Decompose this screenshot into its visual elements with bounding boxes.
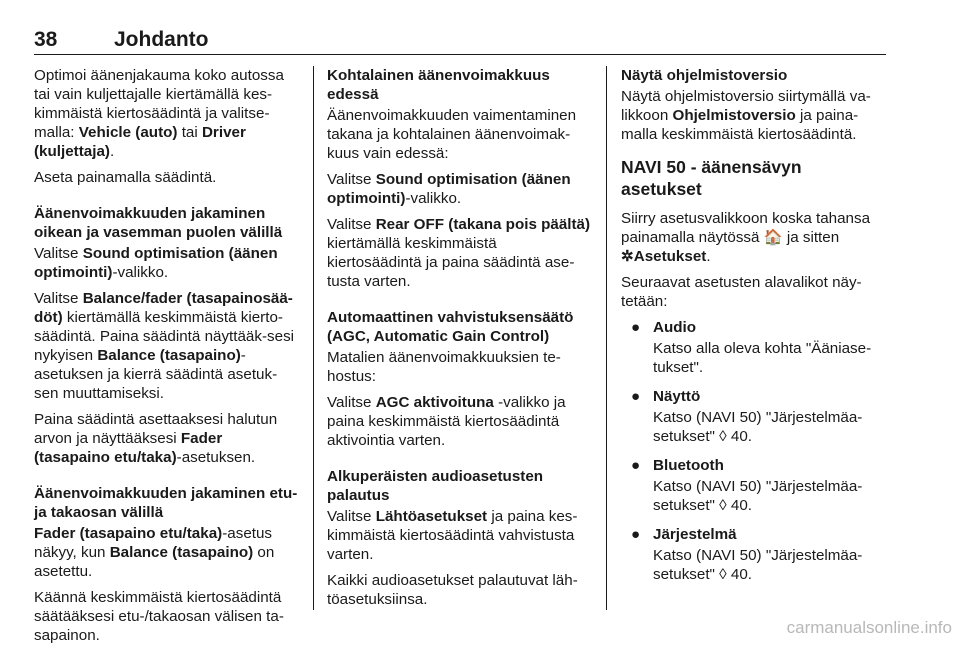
list-item-text: Katso (NAVI 50) "Järjestelmäa-setukset" ◊ 40.	[653, 478, 863, 514]
paragraph: Näytä ohjelmistoversio siirtymällä va-likkoon Ohjelmistoversio ja paina-malla keskimmäistä kiertosäädintä.	[621, 88, 871, 143]
paragraph: Käännä keskimmäistä kiertosäädintä säätääksesi etu-/takaosan välisen ta-sapainon.	[34, 589, 284, 644]
bullet-icon: ●	[631, 526, 641, 543]
column-divider	[606, 66, 607, 610]
bullet-icon: ●	[631, 457, 641, 474]
paragraph: Kaikki audioasetukset palautuvat läh-töasetuksiinsa.	[327, 572, 578, 608]
section-heading: Äänenvoimakkuuden jakaminen oikean ja vasemman puolen välillä	[34, 205, 283, 241]
gear-icon: ✲	[621, 248, 634, 265]
section-heading: Automaattinen vahvistuksensäätö (AGC, Automatic Gain Control)	[327, 309, 574, 345]
paragraph: Siirry asetusvalikkoon koska tahansa painamalla näytössä 🏠 ja sitten ✲Asetukset.	[621, 210, 871, 265]
list-item	[621, 318, 887, 377]
bullet-icon: ●	[631, 388, 641, 405]
page-number: 38	[34, 28, 58, 51]
bullet-icon: ●	[631, 319, 641, 336]
column-3	[621, 66, 887, 594]
list-item-text: Katso (NAVI 50) "Järjestelmäa-setukset" ◊ 40.	[653, 547, 863, 583]
watermark: carmanualsonline.info	[786, 618, 952, 637]
column-divider	[313, 66, 314, 610]
paragraph: Optimoi äänenjakauma koko autossa tai vain kuljettajalle kiertämällä kes-kimmäistä kiertosäädintä ja valitse-malla: Vehicle (auto) tai Driver (kuljettaja).	[34, 67, 284, 160]
list-item-title: Audio	[653, 319, 697, 336]
column-2	[327, 66, 591, 616]
section-heading: Näytä ohjelmistoversio	[621, 67, 788, 84]
page-header	[34, 28, 886, 55]
paragraph: Fader (tasapaino etu/taka)-asetus näkyy, kun Balance (tasapaino) on asetettu.	[34, 525, 275, 580]
list-item	[621, 456, 887, 515]
section-heading: Äänenvoimakkuuden jakaminen etu- ja takaosan välillä	[34, 485, 298, 521]
paragraph: Valitse Lähtöasetukset ja paina kes-kimmäistä kiertosäädintä vahvistusta varten.	[327, 508, 578, 563]
section-title: NAVI 50 - äänensävyn asetukset	[621, 157, 802, 199]
column-1	[34, 66, 298, 652]
list-item	[621, 525, 887, 584]
paragraph: Valitse Balance/fader (tasapainosää-döt) kiertämällä keskimmäistä kierto-säädintä. Paina säädintä näyttääk-sesi nykyisen Balance (tasapaino)-asetuksen ja kierrä säädintä asetuk-sen muuttamiseksi.	[34, 290, 295, 402]
home-icon: 🏠	[763, 229, 783, 246]
list-item-text: Katso alla oleva kohta "Ääniase-tukset".	[653, 340, 872, 376]
chapter-title: Johdanto	[114, 28, 209, 51]
section-heading: Alkuperäisten audioasetusten palautus	[327, 468, 544, 504]
paragraph: Paina säädintä asettaaksesi halutun arvon ja näyttääksesi Fader (tasapaino etu/taka)-asetuksen.	[34, 411, 278, 466]
list-item-title: Näyttö	[653, 388, 701, 405]
list-item-title: Bluetooth	[653, 457, 724, 474]
paragraph: Aseta painamalla säädintä.	[34, 169, 217, 186]
paragraph: Matalien äänenvoimakkuuksien te-hostus:	[327, 349, 561, 385]
list-item-text: Katso (NAVI 50) "Järjestelmäa-setukset" ◊ 40.	[653, 409, 863, 445]
section-heading: Kohtalainen äänenvoimakkuus edessä	[327, 67, 550, 103]
list-item-title: Järjestelmä	[653, 526, 737, 543]
paragraph: Valitse Sound optimisation (äänen optimointi)-valikko.	[327, 171, 571, 207]
paragraph: Seuraavat asetusten alavalikot näy-tetään:	[621, 274, 862, 310]
paragraph: Valitse Sound optimisation (äänen optimointi)-valikko.	[34, 245, 278, 281]
list-item	[621, 387, 887, 446]
paragraph: Valitse AGC aktivoituna -valikko ja paina keskimmäistä kiertosäädintä aktivointia varten.	[327, 394, 566, 449]
paragraph: Valitse Rear OFF (takana pois päältä) kiertämällä keskimmäistä kiertosäädintä ja paina säädintä ase-tusta varten.	[327, 216, 591, 290]
paragraph: Äänenvoimakkuuden vaimentaminen takana ja kohtalainen äänenvoimak-kuus vain edessä:	[327, 107, 577, 162]
